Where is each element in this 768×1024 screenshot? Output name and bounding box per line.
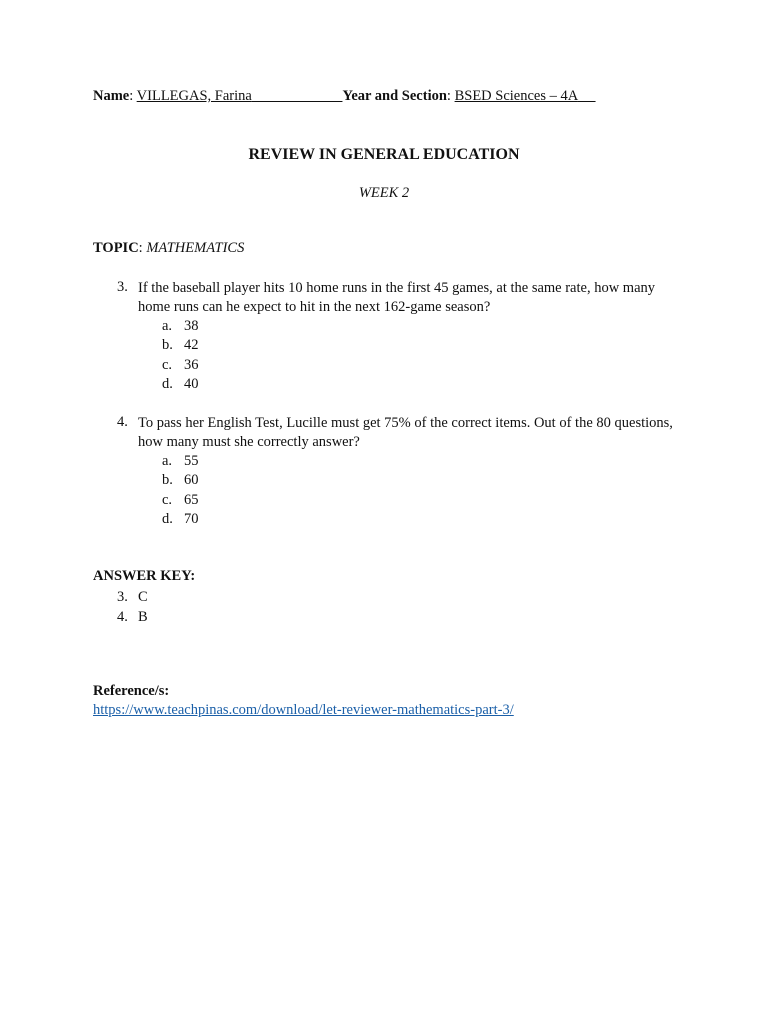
name-value bbox=[137, 88, 343, 104]
answer-value: C bbox=[138, 589, 148, 605]
section-text: BSED Sciences – 4A bbox=[454, 88, 578, 104]
name-blank bbox=[252, 88, 343, 104]
answer-value: B bbox=[138, 609, 148, 625]
choice-item bbox=[162, 356, 199, 375]
choice-list bbox=[162, 452, 199, 529]
choice-letter: b. bbox=[162, 472, 173, 489]
answer-item bbox=[117, 607, 148, 627]
choice-letter: a. bbox=[162, 453, 173, 469]
page-title: REVIEW IN GENERAL EDUCATION bbox=[248, 146, 520, 163]
choice-list bbox=[162, 317, 199, 394]
choice-value: 65 bbox=[184, 491, 199, 508]
answer-number: 3. bbox=[117, 589, 128, 605]
choice-letter: c. bbox=[162, 356, 173, 373]
choice-letter: b. bbox=[162, 337, 173, 354]
answer-item bbox=[117, 587, 148, 607]
choice-value: 55 bbox=[184, 453, 199, 469]
choice-letter: d. bbox=[162, 375, 173, 392]
section-label: Year and Section bbox=[342, 88, 447, 104]
section-value bbox=[455, 88, 596, 104]
question-text: If the baseball player hits 10 home runs in the first 45 games, at the same rate, how many home runs can he expect to hit in the next 162-game season? bbox=[138, 280, 656, 315]
choice-item bbox=[162, 375, 199, 394]
reference-link[interactable]: https://www.teachpinas.com/download/let-reviewer-mathematics-part-3/ bbox=[93, 702, 514, 718]
choice-value: 42 bbox=[184, 337, 199, 354]
name-label: Name bbox=[93, 88, 130, 104]
reference-title: Reference/s: bbox=[93, 683, 170, 699]
choice-value: 40 bbox=[184, 375, 199, 392]
question-number: 3. bbox=[117, 279, 128, 295]
topic-label: TOPIC bbox=[93, 240, 139, 256]
section-blank bbox=[577, 88, 595, 104]
choice-value: 60 bbox=[184, 472, 199, 489]
question-text: To pass her English Test, Lucille must get 75% of the correct items. Out of the 80 questions, how many must she correctly answer? bbox=[138, 415, 673, 450]
choice-letter: a. bbox=[162, 318, 173, 334]
choice-value: 70 bbox=[184, 510, 199, 527]
choice-item bbox=[162, 452, 199, 471]
topic-line: TOPIC: MATHEMATICS bbox=[93, 240, 245, 256]
choice-value: 36 bbox=[184, 356, 199, 373]
answer-number: 4. bbox=[117, 609, 128, 625]
question-number: 4. bbox=[117, 414, 128, 430]
answer-key-list bbox=[117, 587, 148, 627]
week-subtitle: WEEK 2 bbox=[358, 185, 410, 201]
choice-item bbox=[162, 491, 199, 510]
name-text: VILLEGAS, Farina bbox=[136, 88, 252, 104]
choice-letter: d. bbox=[162, 510, 173, 527]
choice-letter: c. bbox=[162, 491, 173, 508]
choice-item bbox=[162, 510, 199, 529]
header-line: Name: VILLEGAS, Farina Year and Section: BSED Sciences – 4A bbox=[93, 88, 596, 105]
choice-value: 38 bbox=[184, 318, 199, 334]
choice-item bbox=[162, 471, 199, 490]
answer-key-title: ANSWER KEY: bbox=[93, 568, 196, 584]
choice-item bbox=[162, 317, 199, 336]
topic-value: MATHEMATICS bbox=[146, 240, 245, 256]
choice-item bbox=[162, 336, 199, 355]
